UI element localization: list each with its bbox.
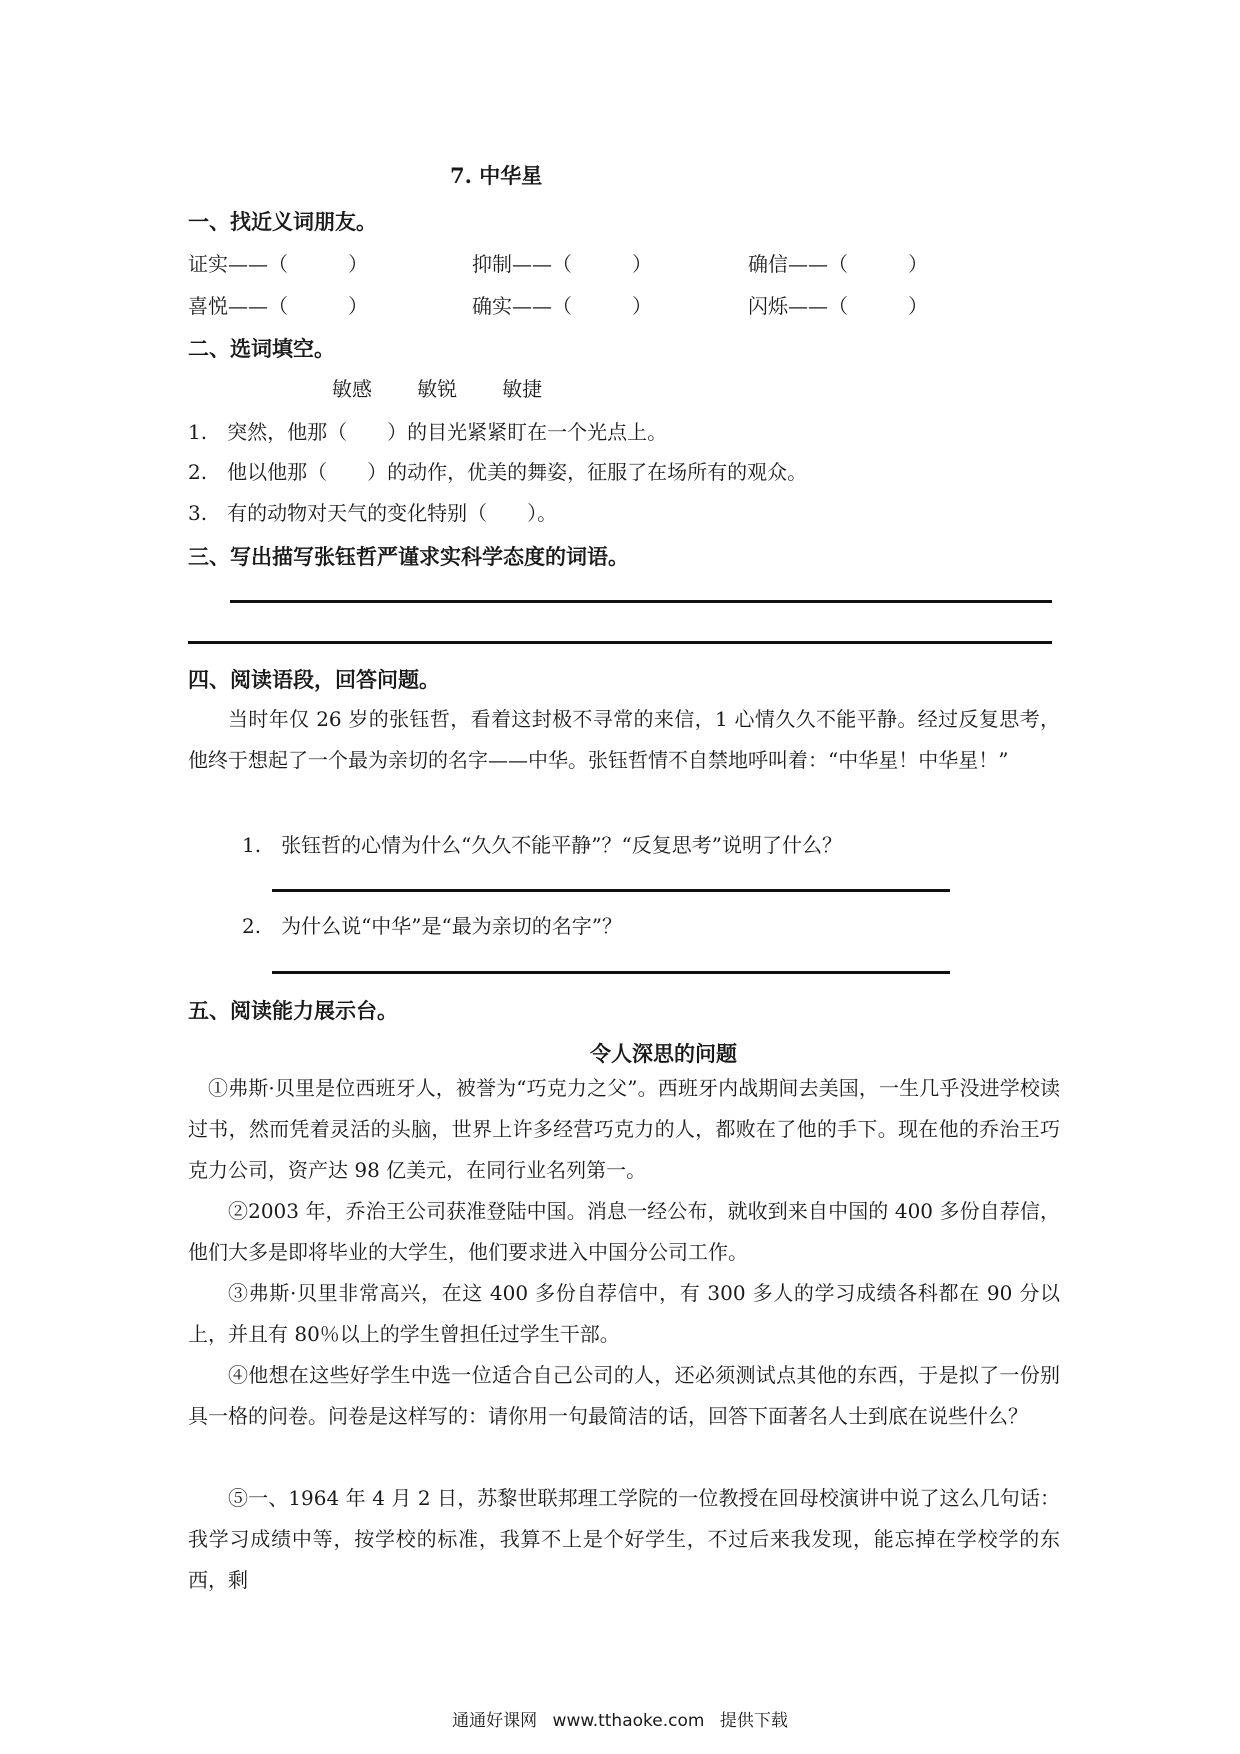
article-paragraph: ①弗斯·贝里是位西班牙人，被誉为“巧克力之父”。西班牙内战期间去美国，一生几乎没进学校读过书，然而凭着灵活的头脑，世界上许多经营巧克力的人，都败在了他的手下。现在他的乔治王巧克力公司，资产达 98 亿美元，在同行业名列第一。	[188, 1076, 1060, 1182]
synonym-item: 抑制——（ ）	[472, 252, 652, 276]
synonym-item: 闪烁——（ ）	[748, 294, 928, 318]
synonym-item: 喜悦——（ ）	[188, 294, 368, 318]
fill-blank-item: 3. 有的动物对天气的变化特别（ ）。	[188, 501, 558, 525]
footer-suffix: 提供下载	[719, 1711, 788, 1731]
section2-heading: 二、选词填空。	[188, 336, 335, 361]
section3-heading: 三、写出描写张钰哲严谨求实科学态度的词语。	[188, 544, 629, 569]
article-paragraph: ②2003 年，乔治王公司获准登陆中国。消息一经公布，就收到来自中国的 400 多份自荐信，他们大多是即将毕业的大学生，他们要求进入中国分公司工作。	[188, 1199, 1060, 1264]
article-paragraph: ④他想在这些好学生中选一位适合自己公司的人，还必须测试点其他的东西，于是拟了一份别具一格的问卷。问卷是这样写的：请你用一句最简洁的话，回答下面著名人士到底在说些什么？	[188, 1363, 1060, 1428]
reading-question: 2. 为什么说“中华”是“最为亲切的名字”？	[242, 914, 622, 938]
synonym-item: 证实——（ ）	[188, 252, 368, 276]
synonym-item: 确实——（ ）	[472, 294, 652, 318]
word-bank-item: 敏锐	[417, 377, 458, 401]
synonym-item: 确信——（ ）	[748, 252, 928, 276]
answer-line	[188, 641, 1052, 644]
answer-line	[272, 889, 950, 892]
lesson-title: 7. 中华星	[450, 163, 543, 188]
fill-blank-item: 2. 他以他那（ ）的动作，优美的舞姿，征服了在场所有的观众。	[188, 460, 808, 484]
answer-line	[272, 971, 950, 974]
article-title: 令人深思的问题	[590, 1041, 737, 1066]
footer-site-name: 通通好课网	[452, 1711, 538, 1731]
article-paragraph: ③弗斯·贝里非常高兴，在这 400 多份自荐信中，有 300 多人的学习成绩各科都在 90 分以上，并且有 80％以上的学生曾担任过学生干部。	[188, 1281, 1060, 1346]
word-bank-item: 敏感	[332, 377, 372, 401]
word-bank-item: 敏捷	[502, 377, 543, 401]
word-bank	[332, 373, 582, 402]
reading-question: 1. 张钰哲的心情为什么“久久不能平静”？“反复思考”说明了什么？	[242, 833, 842, 857]
section5-heading: 五、阅读能力展示台。	[188, 998, 398, 1023]
article-paragraph: ⑤一、1964 年 4 月 2 日，苏黎世联邦理工学院的一位教授在回母校演讲中说了这么几句话：我学习成绩中等，按学校的标准，我算不上是个好学生，不过后来我发现，能忘掉在学校学的东西，剩	[188, 1486, 1060, 1592]
answer-line	[230, 600, 1052, 603]
footer-url: www.tthaoke.com	[552, 1711, 705, 1731]
section4-heading: 四、阅读语段，回答问题。	[188, 667, 440, 692]
reading-passage: 当时年仅 26 岁的张钰哲，看着这封极不寻常的来信，1 心情久久不能平静。经过反复思考，他终于想起了一个最为亲切的名字——中华。张钰哲情不自禁地呼叫着：“中华星！中华星！”	[188, 707, 1060, 772]
section1-heading: 一、找近义词朋友。	[188, 209, 377, 234]
page-footer	[0, 1706, 1240, 1731]
fill-blank-item: 1. 突然，他那（ ）的目光紧紧盯在一个光点上。	[188, 420, 668, 444]
